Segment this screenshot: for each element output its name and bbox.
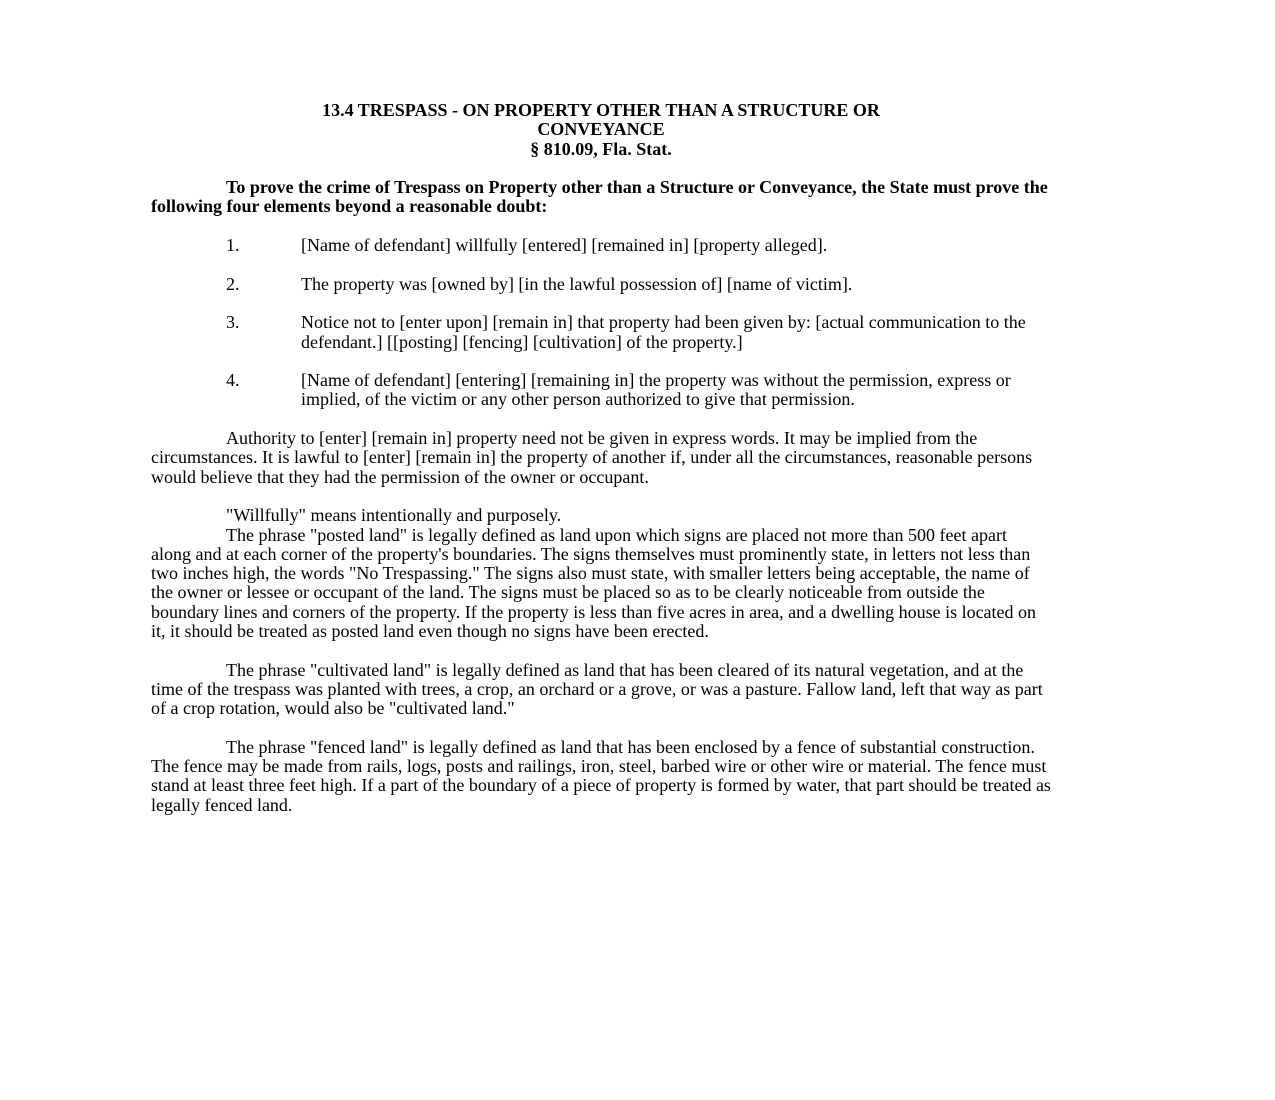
element-item-3 [151,313,1051,352]
element-item-4 [151,371,1051,410]
fenced-land-paragraph: The phrase "fenced land" is legally defined as land that has been enclosed by a fence of substantial construction. The fence may be made from rails, logs, posts and railings, iron, steel, barbed wire or other wire or material. The fence must stand at least three feet high. If a part of the boundary of a piece of property is formed by water, that part should be treated as legally fenced land. [151,736,1051,815]
element-text: [Name of defendant] [entering] [remaining in] the property was without the permission, express or implied, of the victim or any other person authorized to give that permission. [301,370,1011,410]
elements-list [151,236,1051,410]
element-number: 3. [226,312,240,333]
posted-land-paragraph: The phrase "posted land" is legally defined as land upon which signs are placed not more than 500 feet apart along and at each corner of the property's boundaries. The signs themselves must prominently state, in letters not less than two inches high, the words "No Trespassing." The signs also must state, with smaller letters being acceptable, the name of the owner or lessee or occupant of the land. The signs must be placed so as to be clearly noticeable from outside the boundary lines and corners of the property. If the property is less than five acres in area, and a dwelling house is located on it, it should be treated as posted land even though no signs have been erected. [151,524,1037,642]
title-line-2: CONVEYANCE [537,119,665,140]
element-number: 2. [226,273,240,294]
element-text: Notice not to [enter upon] [remain in] that property had been given by: [actual communication to the defendant.] [[posting] [fencing] [cultivation] of the property.] [301,312,1026,352]
title-line-1: 13.4 TRESPASS - ON PROPERTY OTHER THAN A STRUCTURE OR [322,100,880,120]
element-text: The property was [owned by] [in the lawful possession of] [name of victim]. [301,273,853,294]
document-title [151,101,1051,159]
intro-paragraph: To prove the crime of Trespass on Property other than a Structure or Conveyance, the State must prove the following four elements beyond a reasonable doubt: [151,177,1048,217]
element-number: 1. [226,235,240,256]
document-page [151,101,1051,834]
element-item-1 [151,236,1051,255]
element-number: 4. [226,370,240,391]
cultivated-land-paragraph: The phrase "cultivated land" is legally defined as land that has been cleared of its natural vegetation, and at the time of the trespass was planted with trees, a crop, an orchard or a grove, or was a pasture. Fallow land, left that way as part of a crop rotation, would also be "cultivated land." [151,659,1043,719]
statute-citation: § 810.09, Fla. Stat. [530,138,672,159]
authority-paragraph: Authority to [enter] [remain in] property need not be given in express words. It may be implied from the circumstances. It is lawful to [enter] [remain in] the property of another if, under all the circumstances, reasonable persons would believe that they had the permission of the owner or occupant. [151,428,1033,487]
element-text: [Name of defendant] willfully [entered] [remained in] [property alleged]. [301,235,828,256]
willfully-definition: "Willfully" means intentionally and purposely. [226,505,562,526]
element-item-2 [151,275,1051,294]
